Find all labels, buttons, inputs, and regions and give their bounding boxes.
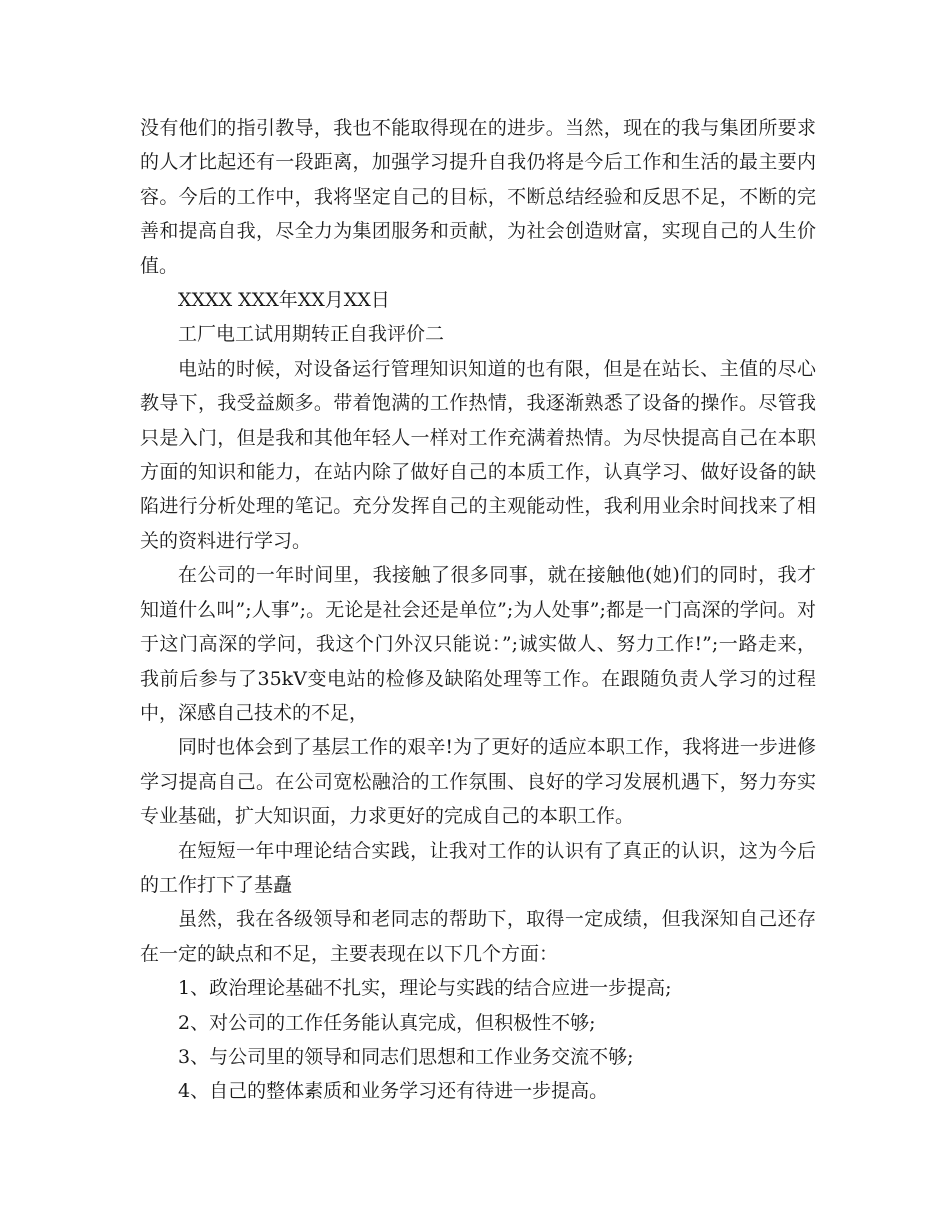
list-item-1: 1、政治理论基础不扎实，理论与实践的结合应进一步提高; — [178, 977, 672, 1000]
list-item-4: 4、自己的整体素质和业务学习还有待进一步提高。 — [178, 1080, 609, 1103]
document-body — [140, 111, 816, 1109]
paragraph-station: 电站的时候，对设备运行管理知识知道的也有限，但是在站长、主值的尽心教导下，我受益颇多。带着饱满的工作热情，我逐渐熟悉了设备的操作。尽管我只是入门，但是我和其他年轻人一样对工作充满着热情。为尽快提高自己在本职方面的知识和能力，在站内除了做好自己的本质工作，认真学习、做好设备的缺陷进行分析处理的笔记。充分发挥自己的主观能动性，我利用业余时间找来了相关的资料进行学习。 — [140, 357, 816, 552]
date-line: XXXX XXX年XX月XX日 — [178, 289, 390, 312]
section-title: 工厂电工试用期转正自我评价二 — [178, 323, 445, 346]
paragraph-shortcomings-intro: 虽然，我在各级领导和老同志的帮助下，取得一定成绩，但我深知自己还存在一定的缺点和不足，主要表现在以下几个方面： — [140, 908, 816, 965]
paragraph-company-year: 在公司的一年时间里，我接触了很多同事，就在接触他(她)们的同时，我才知道什么叫”;人事”;。无论是社会还是单位”;为人处事”;都是一门高深的学问。对于这门高深的学问，我这个门外汉只能说：”;诚实做人、努力工作!”;一路走来，我前后参与了35kV变电站的检修及缺陷处理等工作。在跟随负责人学习的过程中，深感自己技术的不足， — [140, 564, 816, 724]
paragraph-theory-practice: 在短短一年中理论结合实践，让我对工作的认识有了真正的认识，这为今后的工作打下了基矗 — [140, 839, 816, 896]
list-item-3: 3、与公司里的领导和同志们思想和工作业务交流不够; — [178, 1045, 634, 1068]
paragraph-closing: 没有他们的指引教导，我也不能取得现在的进步。当然，现在的我与集团所要求的人才比起还有一段距离，加强学习提升自我仍将是今后工作和生活的最主要内容。今后的工作中，我将坚定自己的目标，不断总结经验和反思不足，不断的完善和提高自我，尽全力为集团服务和贡献，为社会创造财富，实现自己的人生价值。 — [140, 117, 816, 277]
list-item-2: 2、对公司的工作任务能认真完成，但积极性不够; — [178, 1011, 596, 1034]
paragraph-hardship: 同时也体会到了基层工作的艰辛!为了更好的适应本职工作，我将进一步进修学习提高自己。在公司宽松融洽的工作氛围、良好的学习发展机遇下，努力夯实专业基础，扩大知识面，力求更好的完成自己的本职工作。 — [140, 736, 816, 828]
